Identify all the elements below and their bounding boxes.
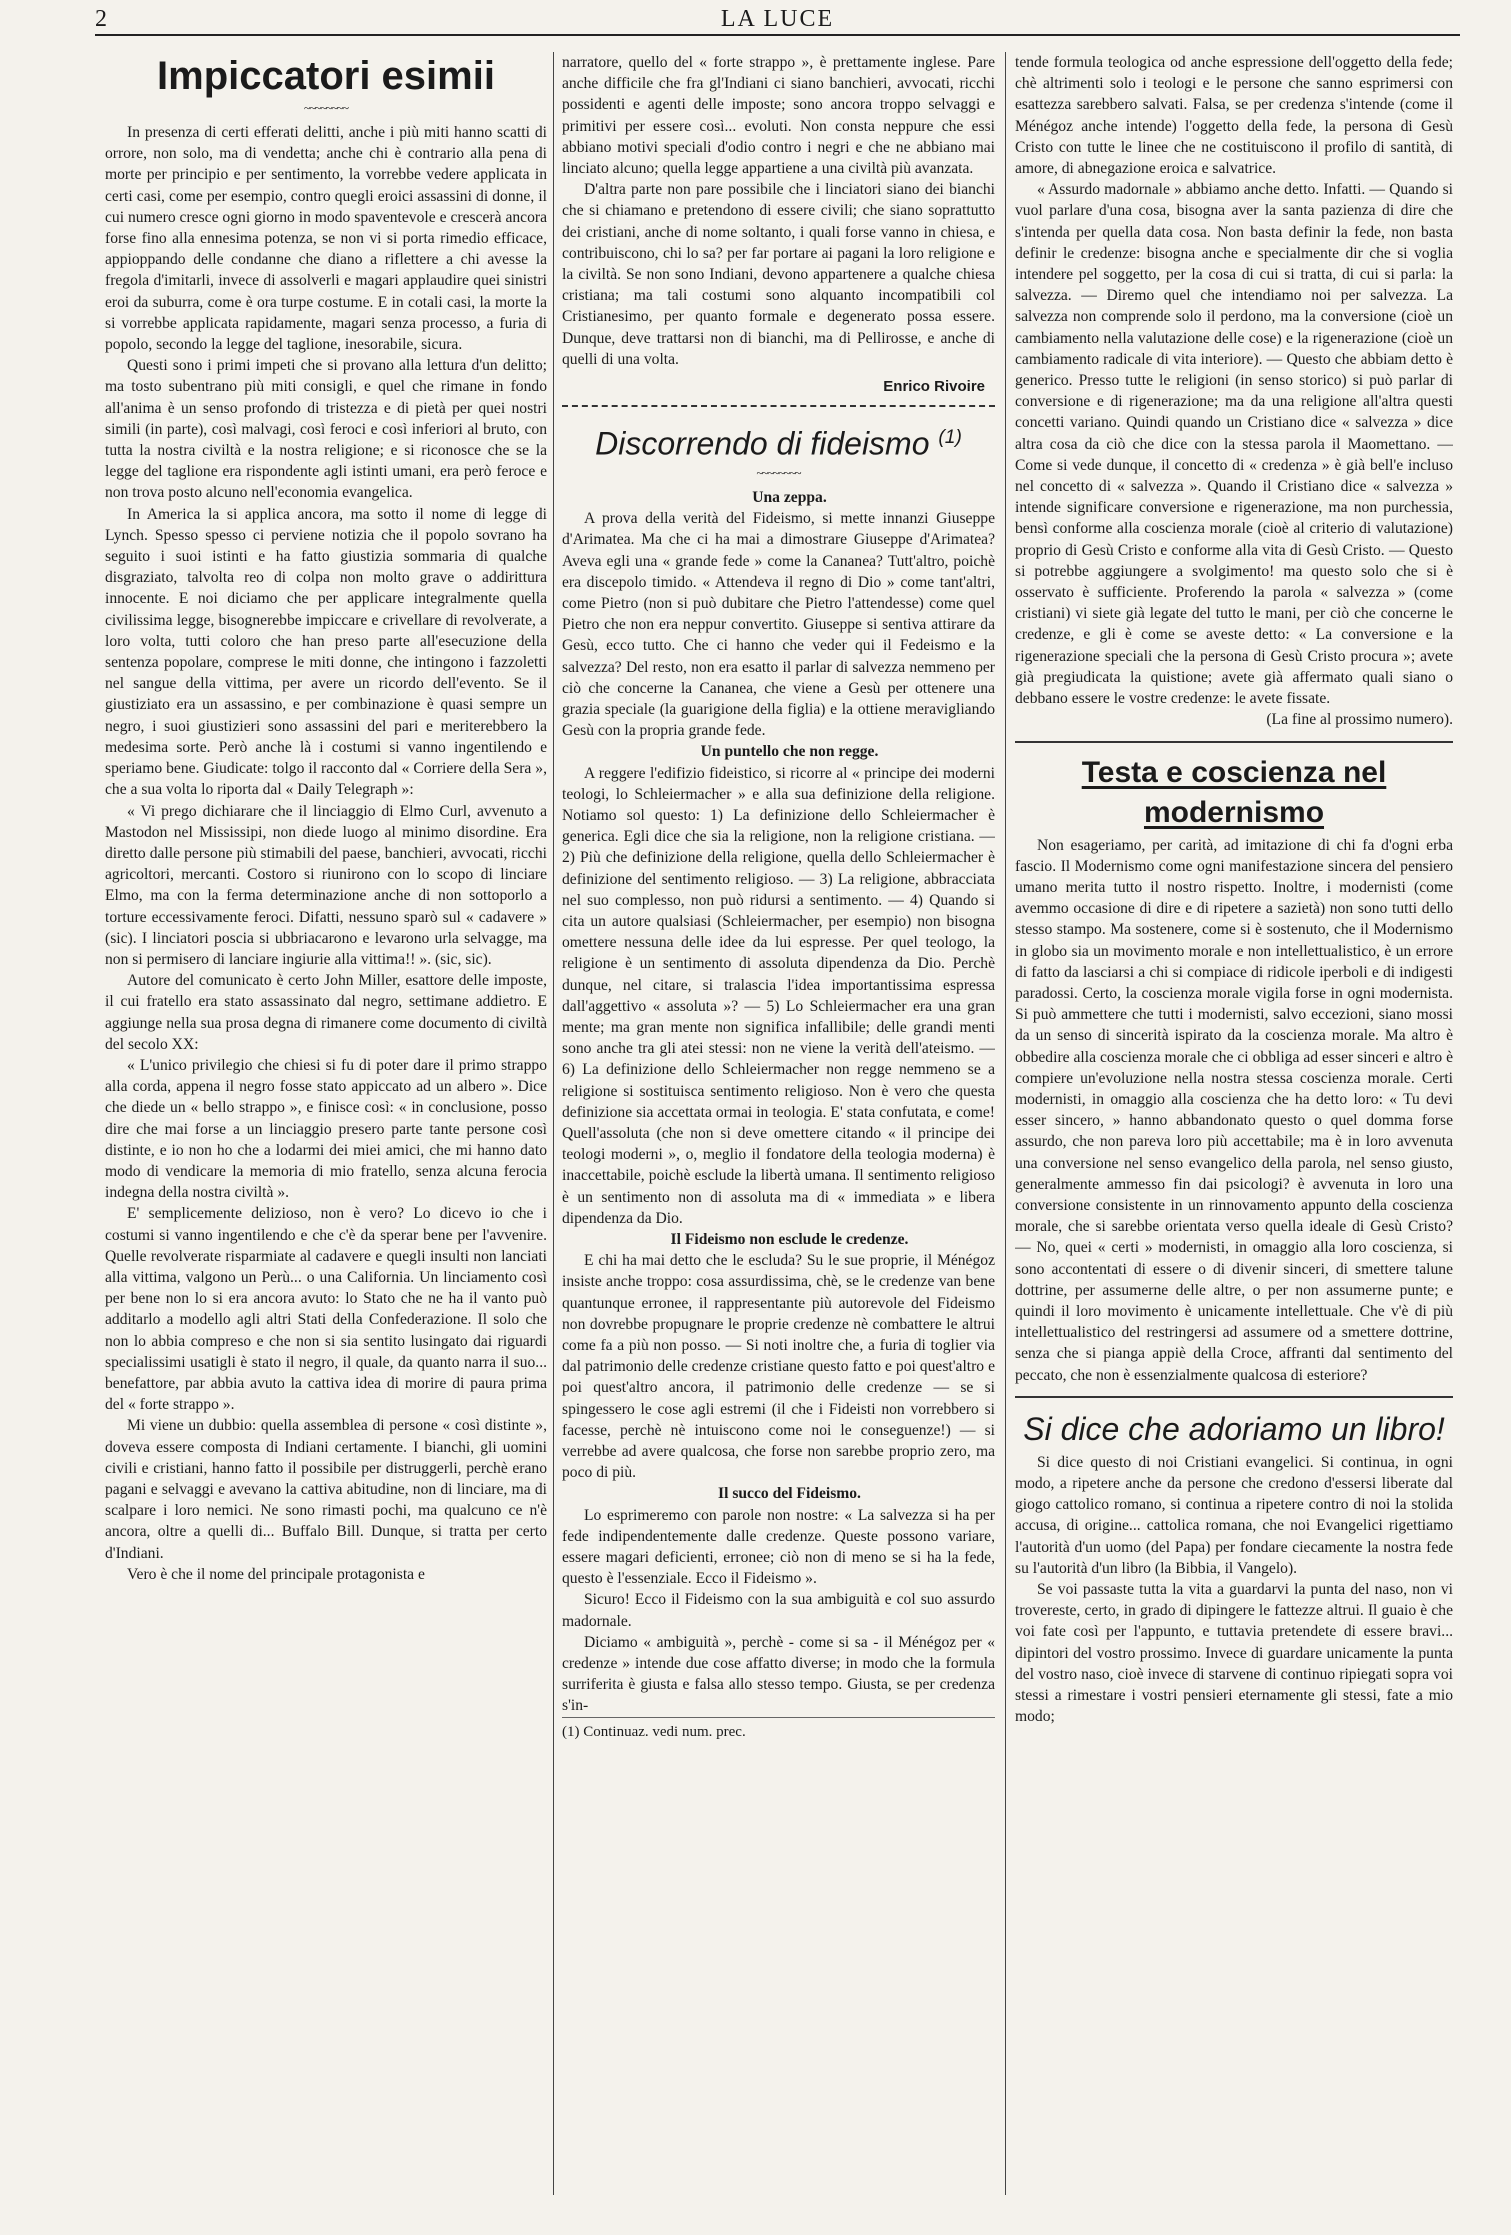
paragraph: A reggere l'edifizio fideistico, si ricorre al « principe dei moderni teologi, lo Schleiermacher » e alla sua definizione della religione. Notiamo sol questo: 1) La definizione dello Schleiermacher è generica. Egli dice che sia la religione, non la religione cristiana. — 2) Più che definizione della religione, quella dello Schleiermacher è definizione del sentimento religioso. — 3) La religione, abbracciata nel suo complesso, non può ridursi a sentimento. — 4) Quando si cita un autore qualsiasi (Schleiermacher, per esempio) non bisogna omettere nessuna delle idee da lui espresse. Per quel teologo, la religione è un sentimento di assoluta dipendenza da Dio. Perchè dunque, nel citare, si tralascia l'idea importantissima espressa dall'aggettivo « assoluta »? — 5) Lo Schleiermacher era una gran mente; ma gran mente non significa infallibile; delle grandi menti sono anche tra gli atei stessi: non ne viene la verità dell'ateismo. — 6) La definizione dello Schleiermacher non regge nemmeno se a religione si sostituisca sentimento religioso. Non è vero che questa definizione sia accettata ormai in teologia. E' stata confutata, e come! Quell'assoluta (che non si deve omettere citando « il principe dei teologi moderni », o, meglio il fondatore della teologia moderna) è inaccettabile, poichè esclude la libertà umana. Il sentimento religioso è un sentimento non di assoluta ma di « immediata » e libera dipendenza da Dio. [562, 764, 995, 1227]
article-title: Impiccatori esimii [157, 54, 495, 98]
quoted-paragraph: « Vi prego dichiarare che il linciaggio di Elmo Curl, avvenuto a Mastodon nel Mississipi, non diede luogo al minimo disordine. Era diretto dalle persone più stimabili del paese, banchieri, avvocati, ricchi agricoltori, mercanti. Costoro si riunirono con lo scopo di linciare Elmo, ma con la ferma determinazione anche di non sottoporlo a torture eccessivamente feroci. Difatti, nessuno sparò sul « cadavere » (sic). I linciatori poscia si ubbriacarono e levarono urla selvagge, ma non si permisero di lanciare ingiurie alla vittima!! ». (sic, sic). [105, 802, 547, 968]
newspaper-title: LA LUCE [720, 6, 835, 32]
paragraph: Se voi passaste tutta la vita a guardarvi la punta del naso, non vi trovereste, certo, in grado di dipingere le fattezze altrui. Il guaio è che voi fate così per l'appunto, e tuttavia pretendete di essere bravi... dipintori del vostro prossimo. Invece di guardare unicamente la punta del vostro naso, cioè invece di starvene di continuo ripiegati sopra voi stessi a rimestare i vostri pensieri eternamente gli stessi, fate a mio modo; [1015, 1581, 1453, 1726]
section-heading: Una zeppa. [752, 488, 827, 506]
article-separator [1015, 741, 1453, 743]
title-ornament: ~~~~~~~~ [304, 101, 348, 115]
article-title: Discorrendo di fideismo $^{(1)}$ [595, 425, 962, 462]
column-2 [562, 52, 995, 2195]
article-title: Si dice che adoriamo un libro! [1023, 1410, 1445, 1447]
paragraph: Non esageriamo, per carità, ad imitazione di chi fa d'ogni erba fascio. Il Modernismo come ogni manifestazione sincera del pensiero umano merita tutto il nostro rispetto. Inoltre, i modernisti (come avemmo occasione di dire e di ripetere a sazietà) non sono tutti dello stesso stampo. Ma sostenere, come si è sostenuto, che il Modernismo in globo sia un movimento morale e non intellettualistico, è un errore di fatto da lasciarsi a chi si compiace di ridicole iperboli e di indigesti paradossi. Certo, la coscienza morale vigila forse in ogni modernista. Si può ammettere che tutti i modernisti, salvo eccezioni, siano mossi da un senso di sincerità ispirato da la coscienza morale. Ma altro è obbedire alla coscienza morale che ci obbliga ad esser sinceri e altro è compiere un'evoluzione nella nostra stessa coscienza morale. Certi modernisti, in omaggio alla coscienza che ha detto loro: « Tu devi esser sincero, » hanno abbandonato questo o quel domma forse assurdo, che non pareva loro più accettabile; ma è in loro avvenuta una conversione nel senso evangelico della parola, nel senso giusto, generalmente ammesso fin dai psicologi? è avvenuta in loro una conversione consistente in un rinnovamento appunto della coscienza morale, che si sarebbe orientata verso quella ideale di Gesù Cristo? — No, quei « certi » modernisti, in omaggio alla loro coscienza, si sono accontentati di essere o di divenir sinceri, di smettere talune dottrine, per assumerne delle altre, o per non assumerne punte; e quindi il loro movimento è unicamente intellettuale. Che v'è di più intellettualistico del restringersi ad assumere od a smettere dottrine, senza che si pianga appiè della Croce, affranti dal sentimento del peccato, che non è essenzialmente qualcosa di esteriore? [1015, 836, 1453, 1384]
page-header [95, 4, 1460, 36]
paragraph: D'altra parte non pare possibile che i linciatori siano dei bianchi che si chiamano e pretendono di essere civili; che siano soprattutto dei cristiani, anche di nome soltanto, i quali forse vanno in chiesa, e contribuiscono, chi lo sa? per far portare ai pagani la loro religione e la civiltà. Se non sono Indiani, devono appartenere a qualche chiesa cristiana; ma tali costumi sono alquanto incompatibili col Cristianesimo, per quanto formale e degenerato possa essere. Dunque, deve trattarsi non di bianchi, ma di Pellirosse, e anche di quelli di una volta. [562, 181, 995, 368]
quoted-paragraph: « L'unico privilegio che chiesi si fu di poter dare il primo strappo alla corda, appena il negro fosse stato appiccato ad un albero ». Dice che diede un « bello strappo », e finisce così: « in conclusione, posso dire che mai forse a un linciaggio presero parte tante persone così distinte, e io non ho che a lodarmi dei miei amici, che mi hanno dato modo di vendicare la memoria di mio fratello, senza alcuna ferocia indegna della nostra civiltà ». [105, 1056, 547, 1202]
continuation-note: (La fine al prossimo numero). [1266, 711, 1453, 729]
paragraph: In presenza di certi efferati delitti, anche i più miti hanno scatti di orrore, non solo, ma di vendetta; anche chi è contrario alla pena di morte per principio e per sentimento, la vorrebbe vedere applicata in certi casi, come per esempio, contro quegli eroici assassini di donne, il cui numero cresce ogni giorno in modo spaventevole e crescerà ancora forse fino alla ennesima potenza, se non vi si porta rimedio efficace, appioppando delle condanne che diano a riflettere a chi avesse la fregola d'imitarli, invece di assolverli e magari applaudire quei sinistri eroi da suburra, come è ora turpe costume. E in cotali casi, la morte la si vorrebbe applicata rapidamente, magari senza processo, a furia di popolo, secondo la legge del taglione, inesorabile, sicura. [105, 124, 547, 354]
paragraph: Si dice questo di noi Cristiani evangelici. Si continua, in ogni modo, a ripetere anche da persone che credono d'essersi liberate dal giogo cattolico romano, si continua a ripetere contro di noi la stolida accusa, di origine... cattolica romana, che noi Evangelici rigettiamo l'autorità d'un uomo (del Papa) per fondare ciecamente la nostra fede su l'autorità d'un libro (la Bibbia, il Vangelo). [1015, 1453, 1453, 1577]
paragraph: E' semplicemente delizioso, non è vero? Lo dicevo io che i costumi si vanno ingentilendo e che c'è da sperar bene per l'avvenire. Quelle revolverate risparmiate al cadavere e quegli insulti non lanciati alla vittima, valgono un Perù... o una California. Un linciamento così per bene non lo si era ancora avuto: lo Stato che ne ha il vanto può additarlo a modello agli altri Stati della Confederazione. Il solo che non lo abbia compreso e che non si sia sentito lusingato dai riguardi specialissimi usatigli è stato il negro, il quale, da quanto narra il suo... benefattore, par abbia avuto la cattiva idea di morire di paura prima del « forte strappo ». [105, 1205, 547, 1414]
article-title: Testa e coscienza nel modernismo [1081, 755, 1387, 829]
paragraph: E chi ha mai detto che le escluda? Su le sue proprie, il Ménégoz insiste anche troppo: cosa assurdissima, chè, se le credenze van bene quantunque erronee, il rappresentante più autorevole del Fideismo non dovrebbe propugnare le proprie credenze nè combattere le altrui come fa a più non posso. — Si noti inoltre che, a furia di toglier via dal patrimonio delle credenze cristiane questo fatto e poi quest'altro e poi quest'altro ancora, il patrimonio delle credenze — se si spingessero le cose agli estremi (il che i Fideisti non vorrebbero si facesse, perchè nè intuiscono come noi le conseguenze!) — si verrebbe ad avere qualcosa, che forse non sarebbe proprio zero, ma poco di più. [562, 1252, 995, 1482]
paragraph: tende formula teologica od anche espressione dell'oggetto della fede; chè altrimenti solo i teologi e le persone che sanno esprimersi con esattezza sarebbero salvati. Falsa, se per credenza s'intende (come il Ménégoz anche intende) l'oggetto della fede, la persona di Gesù Cristo con tutte le linee che ne costituiscono il profilo di santità, di amore, di abnegazione eroica e salvatrice. [1015, 54, 1453, 178]
column-divider [1005, 52, 1006, 2195]
paragraph: In America la si applica ancora, ma sotto il nome di legge di Lynch. Spesso spesso ci perviene notizia che il popolo sovrano ha seguito i suoi istinti e ha fatto giustizia sommaria di qualche disgraziato, talvolta reo di colpa non molto grave o addirittura innocente. E noi diciamo che per applicare integralmente quella civilissima legge, bisognerebbe impiccare e crivellare di revolverate, a loro volta, tutti coloro che han preso parte all'esecuzione della sentenza popolare, comprese le miti donne, che intingono i fazzoletti nel sangue della vittima, per avere un ricordo dell'evento. Se il giustiziato era un assassino, e per combinazione è quasi sempre un negro, i suoi giustizieri sono assassini del pari e meriterebbero la medesima sorte. Però anche là i costumi si vanno ingentilendo e speriamo bene. Giudicate: tolgo il racconto dal « Corriere della Sera », che a sua volta lo riporta dal « Daily Telegraph »: [105, 505, 547, 799]
paragraph: Questi sono i primi impeti che si provano alla lettura d'un delitto; ma tosto subentrano più miti consigli, e quel che rimane in fondo all'anima è un senso profondo di tristezza e di pietà per quei nostri simili (in parte), così malvagi, così feroci e così inferiori al bruto, con tutta la nostra civiltà e la nostra religione; e si riconosce che se la legge del taglione era rispondente agli istinti umani, era però feroce e non trova posto alcuno nell'economia evangelica. [105, 357, 547, 502]
title-ornament: ~~~~~~~~ [756, 465, 801, 480]
paragraph: « Assurdo madornale » abbiamo anche detto. Infatti. — Quando si vuol parlare d'una cosa, bisogna aver la santa pazienza di dire che s'intenda per quella data cosa. Non basta definir la fede, non basta definir le credenze: bisogna anche e specialmente dir che si voglia intendere pel soggetto, per la cosa di cui si tratta, di cui si parla: la salvezza. — Diremo quel che intendiamo noi per salvezza. La salvezza non comprende solo il perdono, ma la conversione (cioè un cambiamento nella valutazione delle cose) e la rigenerazione (cioè un cambiamento radicale di vita interiore). — Questo che abbiam detto è generico. Presso tutte le religioni (in senso storico) si può parlar di conversione e di rigenerazione; ma da una religione all'altra questi concetti variano. Quindi quando un Cristiano dice « salvezza » dice altra cosa da ciò che dice con la stessa parola il Maomettano. — Come si vede dunque, il concetto di « credenza » è già bell'e incluso nel concetto di « salvezza ». Quando il Cristiano dice « salvezza » intende significare conversione e rigenerazione, ma non purchessia, bensì conforme alla coscienza morale (cioè al criterio di valutazione) proprio di Gesù Cristo e conforme alla vita di Gesù Cristo. — Questo si potrebbe aggiungere a svolgimento! ma questo solo che si è osservato è sufficiente. Proferendo la parola « salvezza » (come cristiani) vi siete già legate del tutto le mani, per ciò che concerne le credenze, e gli è come se aveste detto: « La conversione e la rigenerazione speciali che la persona di Gesù Cristo procura »; avete già pregiudicata la quistione; avete già affermato quali siano o debbano essere le vostre credenze: le avete fissate. [1015, 181, 1453, 708]
paragraph: Autore del comunicato è certo John Miller, esattore delle imposte, il cui fratello era stato assassinato dal negro, settimane addietro. E aggiunge nella sua prosa degna di rimanere come documento di civiltà del secolo XX: [105, 972, 547, 1053]
column-divider [553, 52, 554, 2195]
section-heading: Il Fideismo non esclude le credenze. [670, 1231, 909, 1249]
page-number: 2 [95, 6, 107, 32]
paragraph: A prova della verità del Fideismo, si mette innanzi Giuseppe d'Arimatea. Ma che ci ha mai a dimostrare Giuseppe d'Arimatea? Aveva egli una « grande fede » come la Cananea? Tutt'altro, poichè era discepolo timido. « Attendeva il regno di Dio » come tant'altri, come Pietro (non si può dubitare che Pietro l'attendesse) come quel Pietro che non era neppur convertito. Giuseppe si sentiva attirare da Gesù, ecco tutto. Che ci hanno che veder qui il Fedeismo e la salvezza? Del resto, non era esatto il parlar di salvezza nemmeno per ciò che concerne la Cananea, che viene a Gesù per ottenere una grazia speciale (la guarigione della figlia) e la ottiene meravigliando Gesù con la propria grande fede. [562, 510, 995, 740]
column-1 [105, 52, 547, 2195]
column-3 [1015, 52, 1453, 2195]
author-signature: Enrico Rivoire [883, 378, 985, 396]
footnote: (1) Continuaz. vedi num. prec. [562, 1717, 995, 1743]
article-separator [562, 405, 995, 407]
paragraph: Sicuro! Ecco il Fideismo con la sua ambiguità e col suo assurdo madornale. [562, 1591, 995, 1630]
section-heading: Un puntello che non regge. [700, 743, 879, 761]
article-separator [1015, 1396, 1453, 1398]
paragraph: Vero è che il nome del principale protagonista e [127, 1565, 425, 1583]
section-heading: Il succo del Fideismo. [718, 1485, 861, 1503]
paragraph: Mi viene un dubbio: quella assemblea di persone « così distinte », doveva essere composta di Indiani certamente. I bianchi, gli uomini civili e cristiani, hanno fatto il possibile per distruggerli, perchè erano pagani e selvaggi e avevano la cattiva abitudine, non di linciare, ma di scalpare i loro nemici. Ne sono rimasti pochi, ma qualcuno ce n'è ancora, oltre a quelli di... Buffalo Bill. Dunque, si tratta per certo d'Indiani. [105, 1417, 547, 1562]
paragraph: Diciamo « ambiguità », perchè - come si sa - il Ménégoz per « credenze » intende due cose affatto diverse; in modo che la formula surriferita è giusta e falsa allo stesso tempo. Giusta, se per credenza s'in- [562, 1633, 995, 1715]
paragraph: narratore, quello del « forte strappo », è prettamente inglese. Pare anche difficile che fra gl'Indiani ci siano banchieri, avvocati, ricchi possidenti e agenti delle imposte; sono ancora troppo selvaggi e primitivi per essere così... evoluti. Non consta neppure che essi abbiano motivi speciali d'odio contro i negri e che ne abbiano mai linciato alcuno; quella legge appartiene a una civiltà più avanzata. [562, 54, 995, 178]
paragraph: Lo esprimeremo con parole non nostre: « La salvezza si ha per fede indipendentemente dalle credenze. Queste possono variare, essere magari deficienti, erronee; ciò non di meno se si ha la fede, questo è l'essenziale. Ecco il Fideismo ». [562, 1506, 995, 1588]
